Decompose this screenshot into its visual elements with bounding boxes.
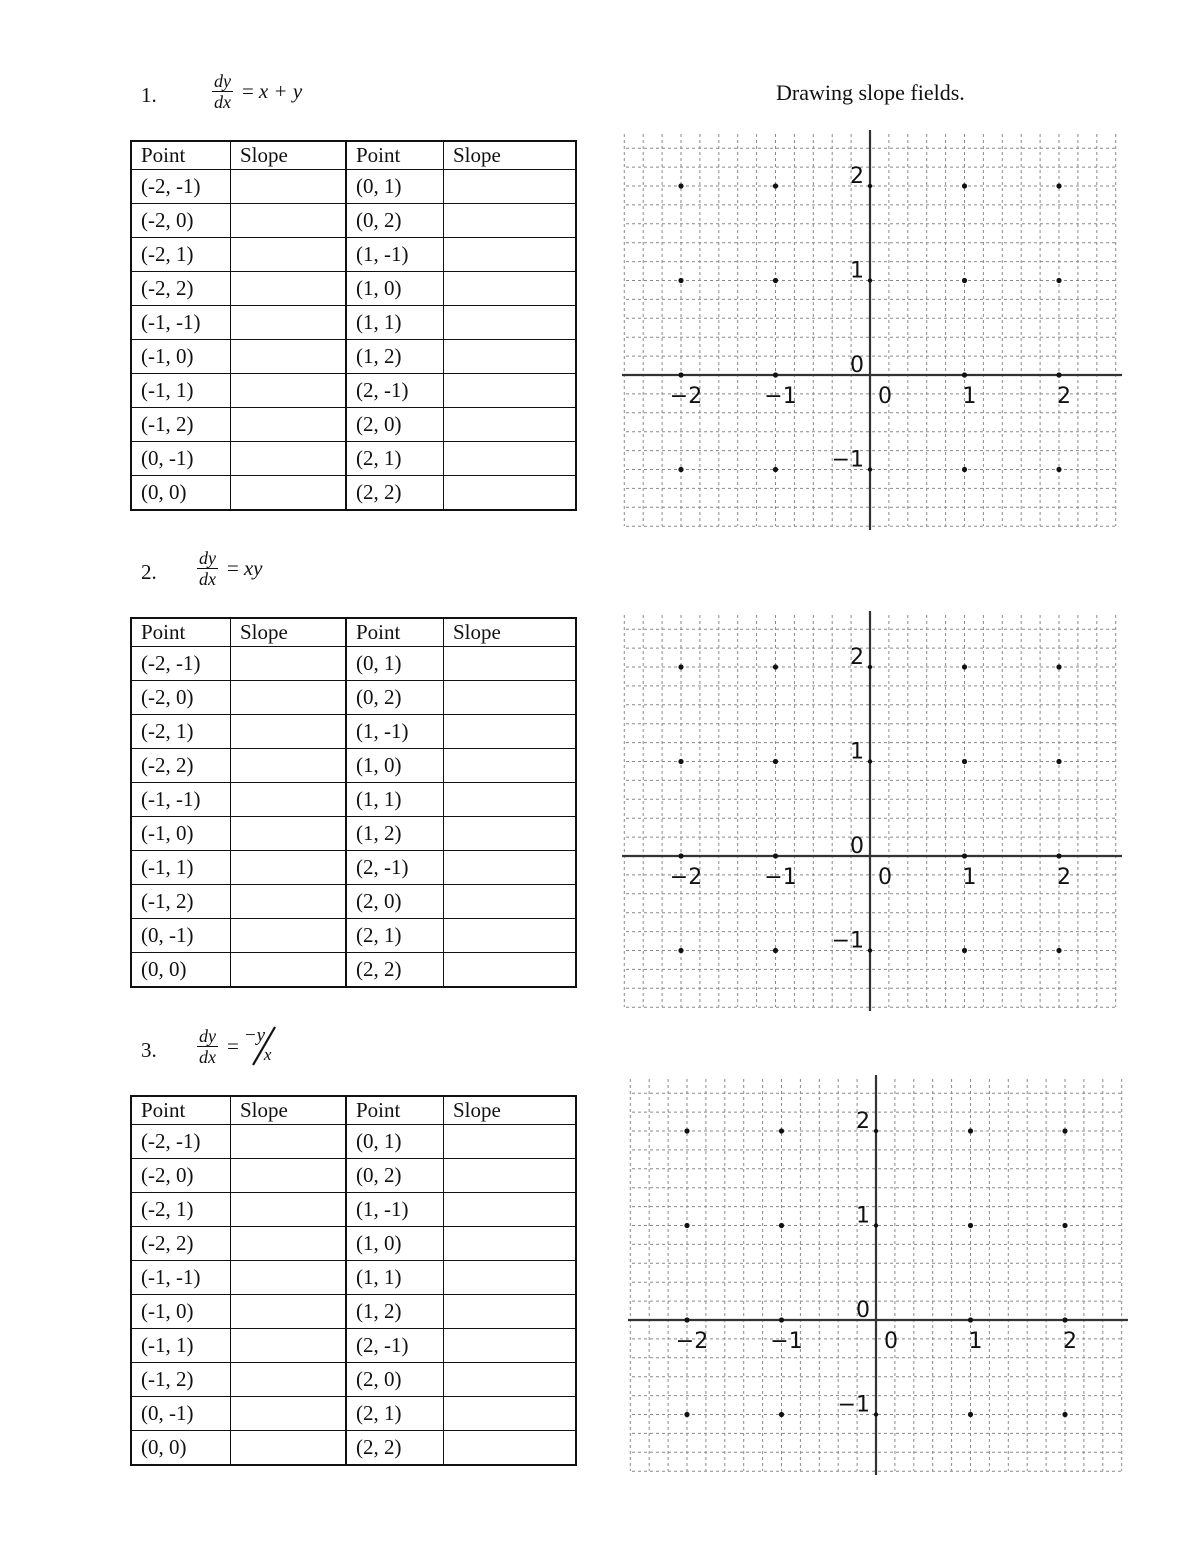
grid-point[interactable]: [684, 1128, 689, 1133]
equation-rhs: x + y: [258, 79, 303, 103]
point-cell: (1, 0): [346, 272, 444, 306]
point-cell: (-2, 0): [131, 1159, 231, 1193]
slope-cell[interactable]: [231, 340, 347, 374]
slope-cell[interactable]: [444, 306, 577, 340]
grid-point[interactable]: [868, 948, 872, 952]
grid-point[interactable]: [968, 1412, 973, 1417]
derivative-numerator: dy: [199, 1025, 216, 1046]
grid-lines: [630, 1079, 1124, 1471]
fraction-slash: [244, 1025, 280, 1067]
table-row: [131, 204, 576, 238]
point-cell: (2, -1): [346, 374, 444, 408]
point-cell: (-1, -1): [131, 1261, 231, 1295]
table-row: [131, 272, 576, 306]
equation-rhs: xy: [243, 556, 263, 580]
point-cell: (0, 2): [346, 681, 444, 715]
table-row: [131, 715, 576, 749]
x-tick-label: 1: [962, 384, 977, 409]
grid-point[interactable]: [962, 467, 967, 472]
grid-point[interactable]: [968, 1128, 973, 1133]
point-slope-table: [130, 617, 577, 988]
point-cell: (-1, 2): [131, 408, 231, 442]
slope-cell[interactable]: [231, 681, 347, 715]
table-row: [131, 442, 576, 476]
slope-cell[interactable]: [231, 1193, 347, 1227]
slope-cell[interactable]: [231, 1125, 347, 1159]
slope-cell[interactable]: [444, 408, 577, 442]
point-cell: (1, 1): [346, 783, 444, 817]
x-tick-label: 0: [884, 1329, 898, 1354]
table-row: [131, 681, 576, 715]
y-tick-label: 1: [856, 1203, 870, 1229]
slope-cell[interactable]: [231, 408, 347, 442]
slope-cell[interactable]: [444, 749, 577, 783]
grid-lines: [624, 615, 1118, 1007]
differential-equation: [197, 549, 263, 588]
grid-point[interactable]: [962, 183, 967, 188]
slope-cell[interactable]: [444, 851, 577, 885]
grid-point[interactable]: [1056, 183, 1061, 188]
grid-point[interactable]: [678, 759, 683, 764]
point-slope-table: [130, 1095, 577, 1466]
point-cell: (0, 1): [346, 647, 444, 681]
grid-point[interactable]: [773, 759, 778, 764]
point-column-header: Point: [131, 141, 231, 170]
slope-column-header: Slope: [231, 618, 347, 647]
table-row: [131, 1329, 576, 1363]
table-row: [131, 408, 576, 442]
table-row: [131, 851, 576, 885]
grid-point[interactable]: [1062, 1223, 1067, 1228]
point-cell: (1, 1): [346, 306, 444, 340]
point-cell: (0, -1): [131, 442, 231, 476]
point-cell: (-1, 2): [131, 885, 231, 919]
grid-point[interactable]: [773, 183, 778, 188]
x-tick-label: −2: [669, 865, 703, 890]
grid-point[interactable]: [968, 1223, 973, 1228]
slope-cell[interactable]: [231, 1261, 347, 1295]
grid-point[interactable]: [773, 467, 778, 472]
y-tick-label: 2: [850, 645, 864, 670]
table-row: [131, 1125, 576, 1159]
point-cell: (0, 2): [346, 204, 444, 238]
equals-sign: =: [227, 1033, 239, 1058]
grid-point[interactable]: [962, 278, 967, 283]
grid-point[interactable]: [874, 1129, 878, 1133]
grid-point[interactable]: [779, 1317, 784, 1322]
derivative-fraction: [212, 72, 233, 111]
grid-point[interactable]: [962, 372, 967, 377]
slope-column-header: Slope: [444, 1096, 577, 1125]
fraction-numerator: −y: [243, 1025, 266, 1046]
point-column-header: Point: [346, 141, 444, 170]
slope-cell[interactable]: [231, 817, 347, 851]
point-cell: (-2, 0): [131, 681, 231, 715]
problem-number: 2.: [141, 560, 157, 584]
grid-point[interactable]: [684, 1412, 689, 1417]
slope-column-header: Slope: [231, 141, 347, 170]
slope-cell[interactable]: [231, 238, 347, 272]
table-row: [131, 238, 576, 272]
grid-point[interactable]: [1056, 467, 1061, 472]
grid-point[interactable]: [874, 1412, 878, 1416]
slope-cell[interactable]: [444, 1261, 577, 1295]
table-row: [131, 919, 576, 953]
point-cell: (0, 0): [131, 476, 231, 511]
y-tick-label: 2: [856, 1109, 870, 1134]
slope-cell[interactable]: [231, 170, 347, 204]
point-cell: (2, -1): [346, 851, 444, 885]
slope-cell[interactable]: [444, 783, 577, 817]
table-row: [131, 817, 576, 851]
grid-lines: [624, 134, 1118, 526]
point-cell: (-2, 1): [131, 238, 231, 272]
grid-point[interactable]: [779, 1412, 784, 1417]
point-cell: (2, 2): [346, 953, 444, 988]
slope-field-grid[interactable]: [622, 130, 1122, 530]
grid-point[interactable]: [779, 1223, 784, 1228]
grid-point[interactable]: [684, 1223, 689, 1228]
point-cell: (1, -1): [346, 1193, 444, 1227]
y-tick-label: 0: [850, 834, 864, 859]
grid-point[interactable]: [1056, 759, 1061, 764]
y-tick-label: 1: [850, 258, 864, 284]
table-row: [131, 170, 576, 204]
grid-point[interactable]: [1056, 948, 1061, 953]
slope-field-grid[interactable]: [622, 611, 1122, 1011]
grid-point[interactable]: [1056, 372, 1061, 377]
grid-point[interactable]: [773, 664, 778, 669]
derivative-fraction: [197, 549, 218, 588]
slope-cell[interactable]: [231, 1295, 347, 1329]
slope-cell[interactable]: [444, 681, 577, 715]
grid-point[interactable]: [868, 759, 872, 763]
table-row: [131, 1363, 576, 1397]
x-tick-label: −2: [669, 384, 703, 409]
slope-cell[interactable]: [444, 715, 577, 749]
point-cell: (2, -1): [346, 1329, 444, 1363]
point-cell: (0, -1): [131, 1397, 231, 1431]
x-tick-label: −1: [764, 865, 797, 890]
table-row: [131, 749, 576, 783]
grid-point[interactable]: [962, 664, 967, 669]
table-row: [131, 1159, 576, 1193]
table-row: [131, 1193, 576, 1227]
grid-point[interactable]: [1056, 664, 1061, 669]
slope-cell[interactable]: [231, 1363, 347, 1397]
page-heading: Drawing slope fields.: [776, 80, 965, 105]
y-tick-label: 0: [856, 1298, 870, 1323]
slope-cell[interactable]: [231, 204, 347, 238]
slope-cell[interactable]: [231, 374, 347, 408]
slash-fraction: [244, 1025, 280, 1067]
derivative-numerator: dy: [199, 548, 216, 568]
point-cell: (0, 0): [131, 953, 231, 988]
slope-cell[interactable]: [444, 1363, 577, 1397]
table-row: [131, 340, 576, 374]
point-cell: (-1, 2): [131, 1363, 231, 1397]
point-cell: (-2, 1): [131, 1193, 231, 1227]
slope-cell[interactable]: [231, 272, 347, 306]
table-row: [131, 374, 576, 408]
point-cell: (2, 1): [346, 919, 444, 953]
point-cell: (-2, -1): [131, 1125, 231, 1159]
point-cell: (1, 1): [346, 1261, 444, 1295]
grid-point[interactable]: [678, 467, 683, 472]
problem-number: 1.: [141, 83, 157, 107]
grid-point[interactable]: [962, 759, 967, 764]
grid-point[interactable]: [968, 1317, 973, 1322]
slope-cell[interactable]: [231, 749, 347, 783]
grid-point[interactable]: [962, 948, 967, 953]
point-cell: (0, 2): [346, 1159, 444, 1193]
point-cell: (0, 0): [131, 1431, 231, 1466]
grid-point[interactable]: [874, 1223, 878, 1227]
point-cell: (0, 1): [346, 1125, 444, 1159]
slope-column-header: Slope: [444, 618, 577, 647]
grid-point[interactable]: [962, 853, 967, 858]
x-tick-label: 2: [1057, 865, 1071, 890]
table-row: [131, 647, 576, 681]
slope-cell[interactable]: [444, 1329, 577, 1363]
slope-field-grid[interactable]: [628, 1075, 1128, 1475]
point-cell: (-2, 1): [131, 715, 231, 749]
x-tick-label: −2: [675, 1329, 709, 1354]
point-cell: (-2, -1): [131, 647, 231, 681]
slope-cell[interactable]: [231, 885, 347, 919]
point-cell: (2, 2): [346, 1431, 444, 1466]
slope-cell[interactable]: [444, 374, 577, 408]
point-cell: (-2, 2): [131, 1227, 231, 1261]
table-row: [131, 1431, 576, 1466]
point-cell: (2, 2): [346, 476, 444, 511]
point-slope-table: [130, 140, 577, 511]
point-cell: (-1, 0): [131, 1295, 231, 1329]
grid-point[interactable]: [1062, 1128, 1067, 1133]
table-row: [131, 885, 576, 919]
x-tick-label: 2: [1057, 384, 1071, 409]
y-tick-label: −1: [831, 447, 864, 473]
slope-cell[interactable]: [444, 1125, 577, 1159]
slope-cell[interactable]: [231, 306, 347, 340]
grid-point[interactable]: [773, 948, 778, 953]
grid-point[interactable]: [868, 665, 872, 669]
problem-number: 3.: [141, 1038, 157, 1062]
equals-sign: =: [227, 556, 239, 580]
problem-2: [0, 477, 1200, 981]
slope-cell[interactable]: [444, 170, 577, 204]
grid-point[interactable]: [1062, 1317, 1067, 1322]
slope-cell[interactable]: [444, 1431, 577, 1466]
table-row: [131, 1295, 576, 1329]
grid-point[interactable]: [779, 1128, 784, 1133]
point-cell: (-1, 0): [131, 340, 231, 374]
point-cell: (0, -1): [131, 919, 231, 953]
grid-point[interactable]: [678, 853, 683, 858]
slope-cell[interactable]: [444, 442, 577, 476]
grid-point[interactable]: [678, 948, 683, 953]
table-row: [131, 1261, 576, 1295]
point-cell: (1, 2): [346, 1295, 444, 1329]
slope-cell[interactable]: [231, 442, 347, 476]
slope-cell[interactable]: [444, 817, 577, 851]
point-cell: (-2, 0): [131, 204, 231, 238]
point-cell: (-1, -1): [131, 306, 231, 340]
slope-column-header: Slope: [231, 1096, 347, 1125]
point-column-header: Point: [346, 618, 444, 647]
slope-cell[interactable]: [231, 919, 347, 953]
slope-cell[interactable]: [231, 1397, 347, 1431]
differential-equation: [212, 72, 302, 111]
x-tick-label: 1: [968, 1329, 983, 1354]
point-cell: (1, 2): [346, 817, 444, 851]
point-cell: (-2, -1): [131, 170, 231, 204]
y-tick-label: −1: [837, 1392, 870, 1418]
point-cell: (-2, 2): [131, 749, 231, 783]
derivative-numerator: dy: [214, 71, 231, 91]
y-tick-label: 1: [850, 739, 864, 765]
grid-point[interactable]: [1056, 853, 1061, 858]
derivative-denominator: dx: [199, 569, 216, 589]
point-cell: (0, 1): [346, 170, 444, 204]
point-column-header: Point: [131, 1096, 231, 1125]
point-cell: (-2, 2): [131, 272, 231, 306]
grid-point[interactable]: [773, 278, 778, 283]
slope-cell[interactable]: [444, 647, 577, 681]
slope-cell[interactable]: [444, 919, 577, 953]
slope-cell[interactable]: [444, 1227, 577, 1261]
point-cell: (2, 1): [346, 442, 444, 476]
grid-point[interactable]: [1062, 1412, 1067, 1417]
grid-point[interactable]: [684, 1317, 689, 1322]
slope-cell[interactable]: [444, 1193, 577, 1227]
point-cell: (1, 0): [346, 1227, 444, 1261]
problem-3: [0, 955, 1200, 1459]
slope-column-header: Slope: [444, 141, 577, 170]
slope-cell[interactable]: [444, 272, 577, 306]
y-tick-label: 0: [850, 353, 864, 378]
point-cell: (-1, 1): [131, 374, 231, 408]
y-tick-label: −1: [831, 928, 864, 954]
grid-point[interactable]: [1056, 278, 1061, 283]
y-tick-label: 2: [850, 164, 864, 189]
x-tick-label: 0: [878, 865, 892, 890]
slope-cell[interactable]: [231, 647, 347, 681]
slope-cell[interactable]: [231, 1329, 347, 1363]
table-header-row: [131, 141, 576, 170]
grid-point[interactable]: [678, 278, 683, 283]
point-cell: (1, -1): [346, 238, 444, 272]
slope-cell[interactable]: [444, 204, 577, 238]
table-header-row: [131, 618, 576, 647]
point-column-header: Point: [131, 618, 231, 647]
table-header-row: [131, 1096, 576, 1125]
point-column-header: Point: [346, 1096, 444, 1125]
derivative-denominator: dx: [199, 1046, 216, 1067]
x-tick-label: 2: [1063, 1329, 1077, 1354]
differential-equation: [197, 1025, 280, 1067]
x-tick-label: 1: [962, 865, 977, 890]
problem-1: [0, 0, 1200, 504]
point-cell: (1, 0): [346, 749, 444, 783]
slope-cell[interactable]: [444, 885, 577, 919]
derivative-fraction: [197, 1027, 218, 1066]
slope-cell[interactable]: [231, 851, 347, 885]
slope-cell[interactable]: [444, 340, 577, 374]
slope-cell[interactable]: [231, 783, 347, 817]
table-row: [131, 1397, 576, 1431]
grid-point[interactable]: [868, 278, 872, 282]
table-row: [131, 783, 576, 817]
slope-cell[interactable]: [231, 715, 347, 749]
point-cell: (-1, 1): [131, 851, 231, 885]
grid-point[interactable]: [773, 372, 778, 377]
derivative-denominator: dx: [214, 92, 231, 112]
grid-point[interactable]: [678, 372, 683, 377]
slope-cell[interactable]: [444, 1159, 577, 1193]
slope-cell[interactable]: [444, 238, 577, 272]
slope-cell[interactable]: [231, 1159, 347, 1193]
point-cell: (2, 0): [346, 1363, 444, 1397]
fraction-denominator: x: [263, 1045, 272, 1064]
slope-cell[interactable]: [231, 1227, 347, 1261]
grid-point[interactable]: [773, 853, 778, 858]
point-cell: (1, -1): [346, 715, 444, 749]
grid-point[interactable]: [678, 183, 683, 188]
grid-point[interactable]: [678, 664, 683, 669]
equals-sign: =: [242, 79, 254, 103]
table-row: [131, 1227, 576, 1261]
table-row: [131, 306, 576, 340]
point-cell: (-1, 1): [131, 1329, 231, 1363]
x-tick-label: 0: [878, 384, 892, 409]
point-cell: (-1, -1): [131, 783, 231, 817]
slope-cell[interactable]: [444, 1397, 577, 1431]
point-cell: (1, 2): [346, 340, 444, 374]
point-cell: (2, 0): [346, 408, 444, 442]
grid-point[interactable]: [868, 467, 872, 471]
slope-cell[interactable]: [444, 1295, 577, 1329]
x-tick-label: −1: [764, 384, 797, 409]
point-cell: (2, 1): [346, 1397, 444, 1431]
point-cell: (2, 0): [346, 885, 444, 919]
slope-cell[interactable]: [231, 1431, 347, 1466]
grid-point[interactable]: [868, 184, 872, 188]
point-cell: (-1, 0): [131, 817, 231, 851]
x-tick-label: −1: [770, 1329, 803, 1354]
